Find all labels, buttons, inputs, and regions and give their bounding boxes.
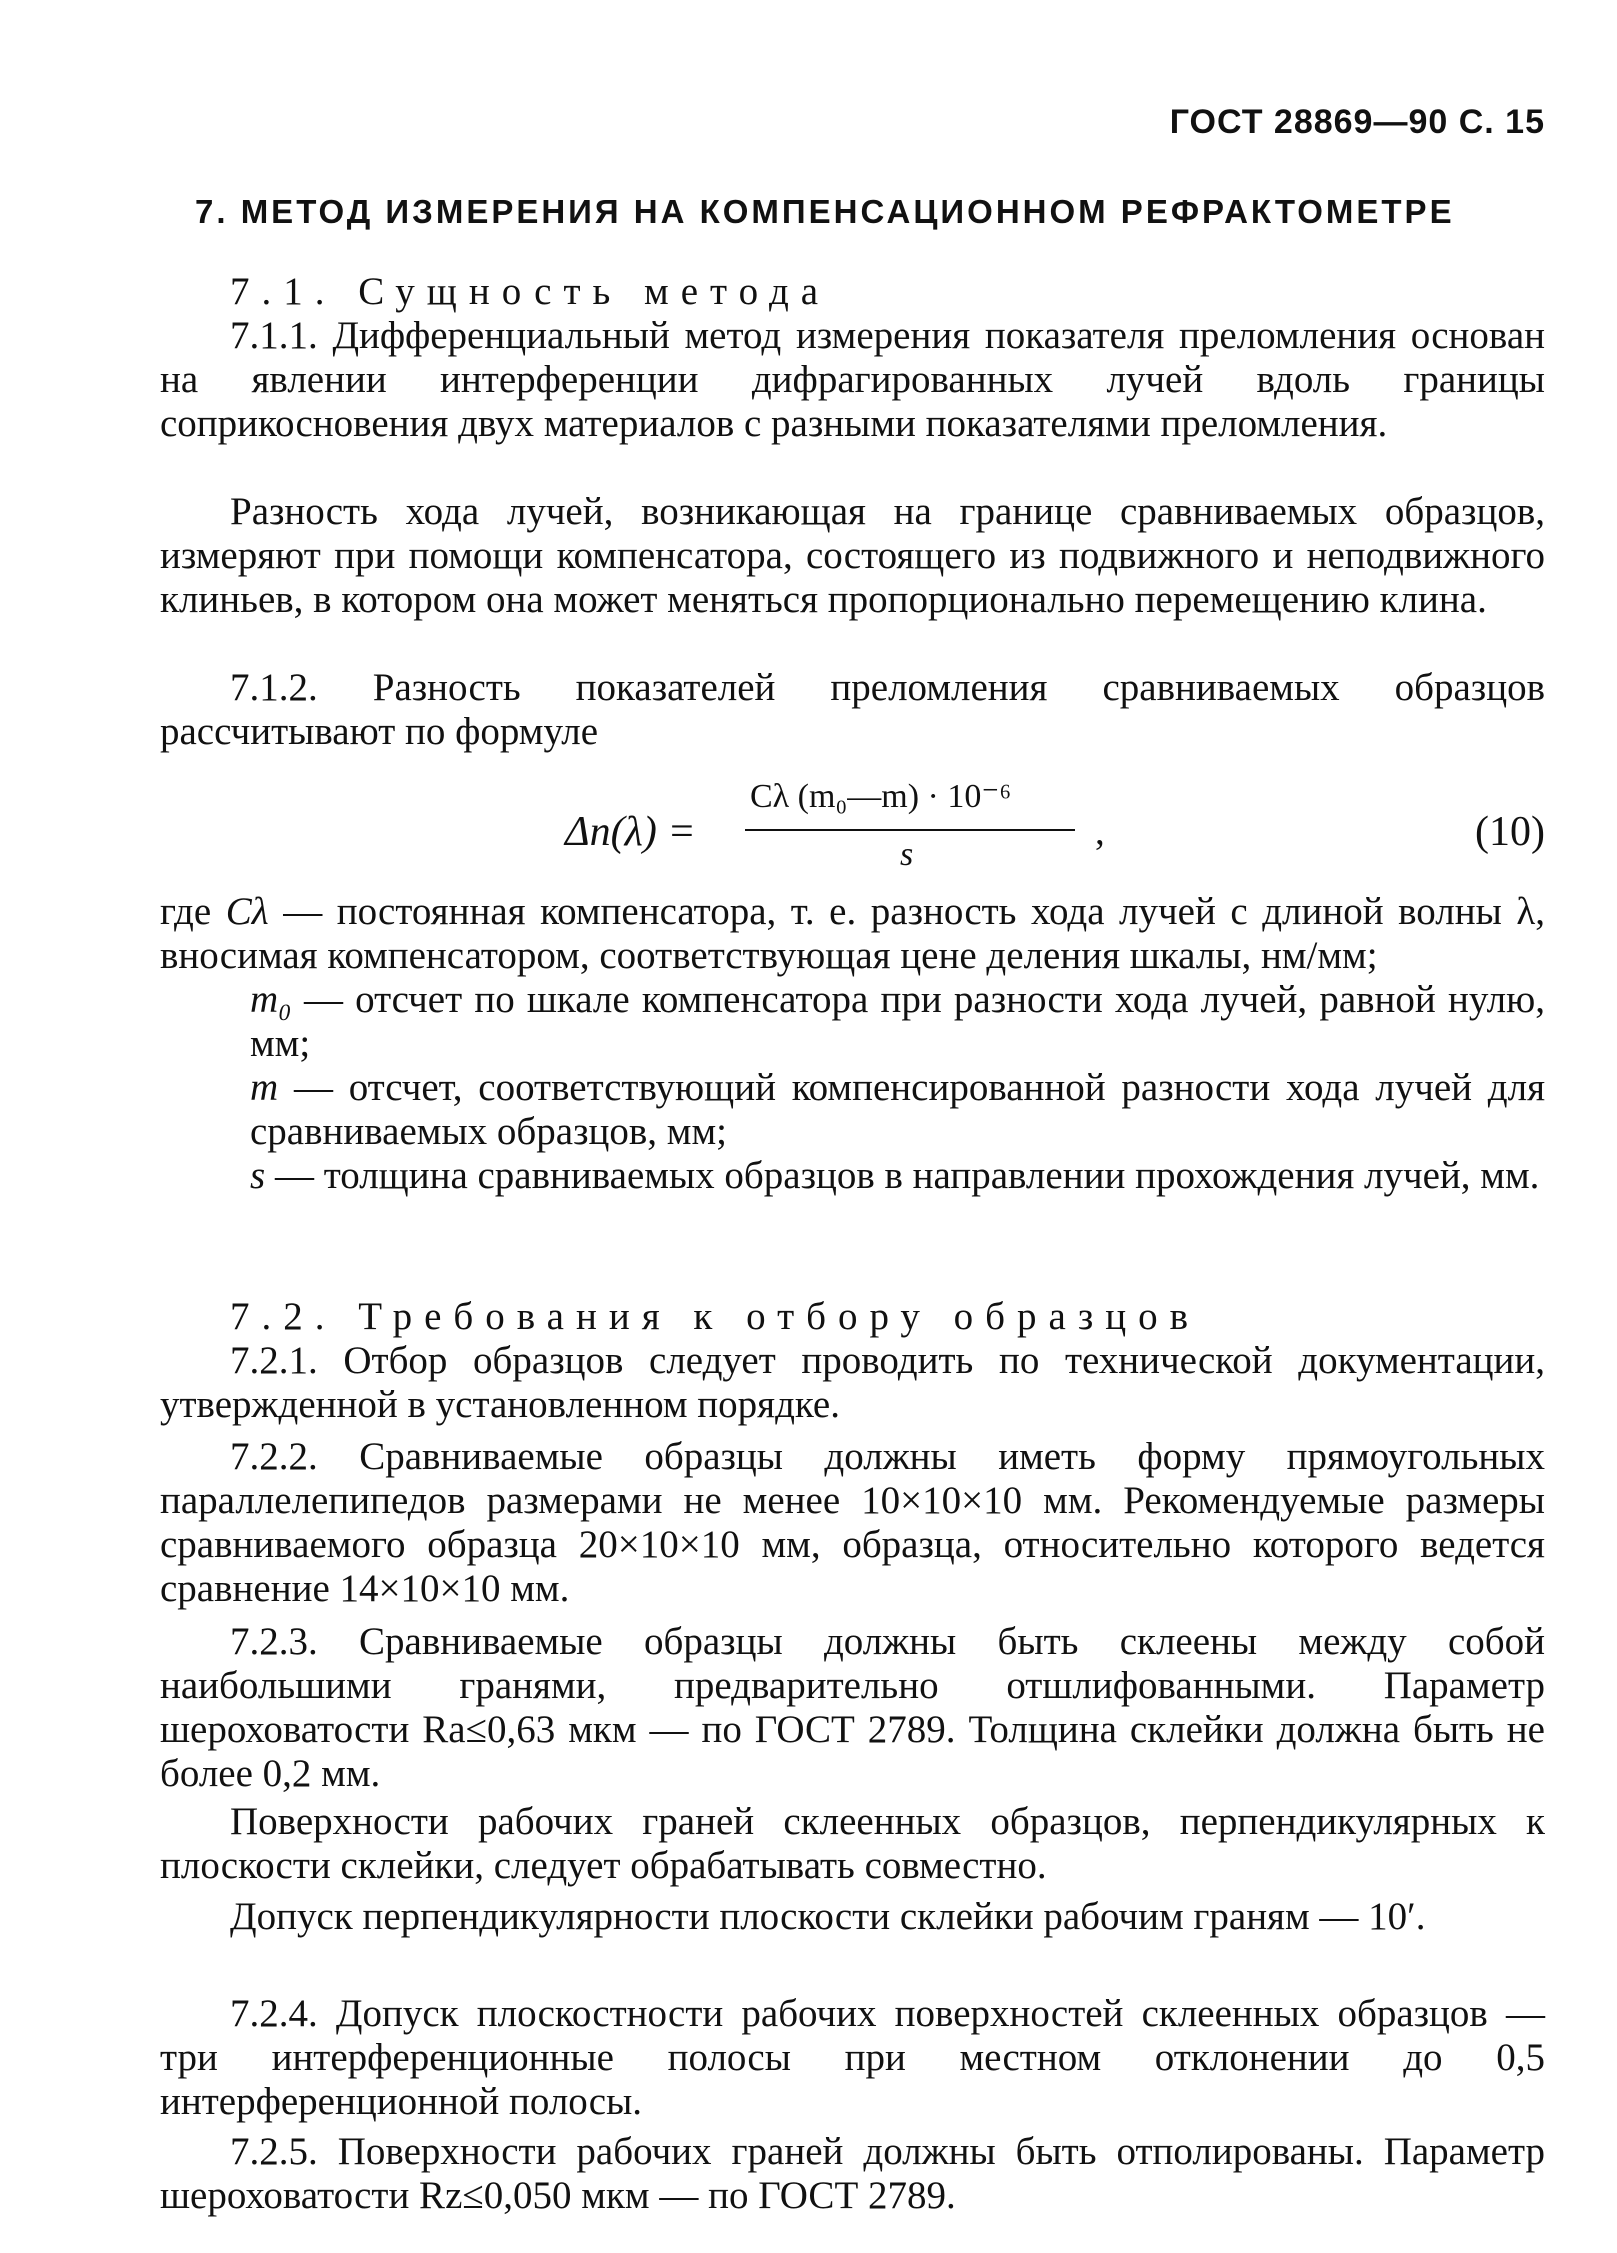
definition-s xyxy=(160,1154,1545,1198)
paragraph-7-2-4: 7.2.4. Допуск плоскостности рабочих поверхностей склеенных образцов — три интерференционные полосы при местном отклонении до 0,5 интерференционной полосы. xyxy=(160,1992,1545,2123)
paragraph-7-1-1-b: Разность хода лучей, возникающая на границе сравниваемых образцов, измеряют при помощи компенсатора, состоящего из подвижного и неподвижного клиньев, в котором она может меняться пропорционально перемещению клина. xyxy=(160,490,1545,621)
paragraph-7-1-1: 7.1.1. Дифференциальный метод измерения показателя преломления основан на явлении интерференции дифрагированных лучей вдоль границы соприкосновения двух материалов с разными показателями преломления. xyxy=(160,314,1545,445)
paragraph-7-2-2: 7.2.2. Сравниваемые образцы должны иметь форму прямоугольных параллелепипедов размерами не менее 10×10×10 мм. Рекомендуемые размеры сравниваемого образца 20×10×10 мм, образца, относительно которого ведется сравнение 14×10×10 мм. xyxy=(160,1435,1545,1610)
definition-prefix: где xyxy=(160,890,212,933)
definition-symbol: m xyxy=(250,1066,279,1109)
definition-symbol: Cλ xyxy=(225,890,269,933)
formula-numerator: Cλ (m₀—m) · 10⁻⁶ xyxy=(750,778,1012,815)
definition-symbol: s xyxy=(250,1154,266,1197)
paragraph-7-2-3-c: Допуск перпендикулярности плоскости склейки рабочим граням — 10′. xyxy=(230,1895,1426,1938)
fraction-bar xyxy=(745,829,1075,831)
formula-10 xyxy=(160,775,1545,885)
definition-m0 xyxy=(160,978,1545,1066)
section-title: 7. МЕТОД ИЗМЕРЕНИЯ НА КОМПЕНСАЦИОННОМ РЕФРАКТОМЕТРЕ xyxy=(195,193,1455,230)
definition-c-lambda xyxy=(160,890,1545,978)
definition-symbol: m₀ xyxy=(250,978,292,1021)
paragraph-7-1-2: 7.1.2. Разность показателей преломления сравниваемых образцов рассчитывают по формуле xyxy=(160,666,1545,753)
formula-comma: , xyxy=(1095,810,1105,853)
formula-denominator: s xyxy=(900,836,914,873)
formula-lhs: Δn(λ) = xyxy=(565,809,696,855)
definition-text: — отсчет, соответствующий компенсированной разности хода лучей для сравниваемых образцов, мм; xyxy=(250,1066,1546,1153)
subsection-heading-7-1: 7.1. Сущность метода xyxy=(230,270,831,313)
definitions-list xyxy=(160,890,1545,1198)
definition-text: — толщина сравниваемых образцов в направлении прохождения лучей, мм. xyxy=(274,1154,1540,1197)
document-page xyxy=(160,80,1545,2220)
formula-label: (10) xyxy=(1475,809,1545,855)
page-header: ГОСТ 28869—90 С. 15 xyxy=(1169,103,1545,141)
definition-text: — отсчет по шкале компенсатора при разности хода лучей, равной нулю, мм; xyxy=(250,978,1546,1065)
subsection-heading-7-2: 7.2. Требования к отбору образцов xyxy=(230,1295,1201,1338)
definition-m xyxy=(160,1066,1545,1154)
definition-text: — постоянная компенсатора, т. е. разность хода лучей с длиной волны λ, вносимая компенсатором, соответствующая цене деления шкалы, нм/мм; xyxy=(160,890,1545,977)
paragraph-7-2-1: 7.2.1. Отбор образцов следует проводить по технической документации, утвержденной в установленном порядке. xyxy=(160,1339,1545,1426)
paragraph-7-2-3-b: Поверхности рабочих граней склеенных образцов, перпендикулярных к плоскости склейки, следует обрабатывать совместно. xyxy=(160,1800,1545,1887)
paragraph-7-2-3: 7.2.3. Сравниваемые образцы должны быть склеены между собой наибольшими гранями, предварительно отшлифованными. Параметр шероховатости Ra≤0,63 мкм — по ГОСТ 2789. Толщина склейки должна быть не более 0,2 мм. xyxy=(160,1620,1545,1795)
paragraph-7-2-5: 7.2.5. Поверхности рабочих граней должны быть отполированы. Параметр шероховатости Rz≤0,050 мкм — по ГОСТ 2789. xyxy=(160,2130,1545,2217)
